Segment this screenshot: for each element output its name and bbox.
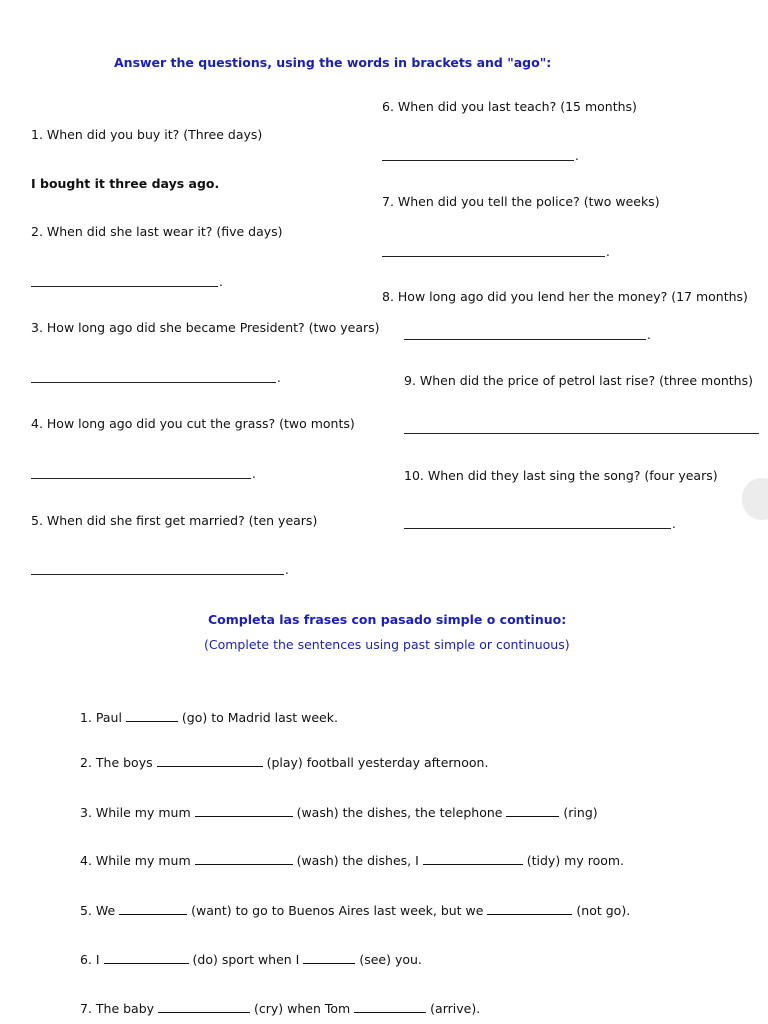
- sentence-text: (cry) when Tom: [250, 1001, 355, 1016]
- sentence-text: 5. We: [80, 903, 120, 918]
- question-6: 6. When did you last teach? (15 months): [382, 99, 637, 114]
- question-8: 8. How long ago did you lend her the money? (17 months): [382, 289, 748, 304]
- answer-line-10[interactable]: [404, 528, 671, 529]
- blank-field[interactable]: [119, 903, 187, 915]
- sentence-2: [80, 755, 488, 770]
- answer-line-3[interactable]: [31, 382, 276, 383]
- blank-field[interactable]: [487, 903, 572, 915]
- answer-period: .: [647, 328, 651, 342]
- answer-period: .: [672, 517, 676, 531]
- blank-field[interactable]: [195, 853, 293, 865]
- blank-field[interactable]: [423, 853, 523, 865]
- sentence-text: 7. The baby: [80, 1001, 159, 1016]
- sentence-1: [80, 710, 338, 725]
- answer-period: .: [277, 371, 281, 385]
- question-2: 2. When did she last wear it? (five days): [31, 224, 283, 239]
- question-7: 7. When did you tell the police? (two weeks): [382, 194, 660, 209]
- answer-period: .: [252, 467, 256, 481]
- sentence-text: (want) to go to Buenos Aires last week, but we: [187, 903, 488, 918]
- sentence-text: (wash) the dishes, the telephone: [292, 805, 507, 820]
- blank-field[interactable]: [126, 710, 178, 722]
- sentence-4: [80, 853, 624, 868]
- sentence-text: (arrive).: [426, 1001, 481, 1016]
- sentence-text: 3. While my mum: [80, 805, 195, 820]
- sentence-5: [80, 903, 630, 918]
- sentence-text: 2. The boys: [80, 755, 157, 770]
- answer-period: .: [285, 563, 289, 577]
- sentence-7: [80, 1001, 480, 1016]
- answer-period: .: [219, 275, 223, 289]
- sentence-text: 6. I: [80, 952, 104, 967]
- answer-line-7[interactable]: [382, 256, 605, 257]
- blank-field[interactable]: [158, 1001, 250, 1013]
- question-5: 5. When did she first get married? (ten years): [31, 513, 318, 528]
- question-9: 9. When did the price of petrol last rise? (three months): [404, 373, 753, 388]
- answer-line-4[interactable]: [31, 478, 251, 479]
- sentence-text: 1. Paul: [80, 710, 126, 725]
- answer-period: .: [575, 149, 579, 163]
- answer-line-8[interactable]: [404, 339, 646, 340]
- exercise2-subtitle: (Complete the sentences using past simple or continuous): [204, 637, 570, 652]
- answer-period: .: [606, 245, 610, 259]
- blank-field[interactable]: [195, 805, 293, 817]
- page-scroll-tab[interactable]: [742, 478, 768, 520]
- sentence-text: (go) to Madrid last week.: [177, 710, 338, 725]
- answer-line-2[interactable]: [31, 286, 218, 287]
- sentence-text: (play) football yesterday afternoon.: [262, 755, 489, 770]
- answer-line-5[interactable]: [31, 574, 284, 575]
- exercise1-title: Answer the questions, using the words in brackets and "ago":: [114, 55, 552, 70]
- sentence-text: (do) sport when I: [188, 952, 304, 967]
- sentence-text: (not go).: [572, 903, 631, 918]
- sentence-text: (tidy) my room.: [522, 853, 625, 868]
- answer-line-9[interactable]: [404, 433, 759, 434]
- question-1: 1. When did you buy it? (Three days): [31, 127, 263, 142]
- sentence-text: 4. While my mum: [80, 853, 195, 868]
- question-4: 4. How long ago did you cut the grass? (two monts): [31, 416, 355, 431]
- blank-field[interactable]: [354, 1001, 426, 1013]
- blank-field[interactable]: [506, 805, 559, 817]
- question-10: 10. When did they last sing the song? (four years): [404, 468, 718, 483]
- example-answer: I bought it three days ago.: [31, 176, 220, 191]
- question-3: 3. How long ago did she became President? (two years): [31, 320, 380, 335]
- sentence-text: (ring): [559, 805, 598, 820]
- sentence-text: (see) you.: [355, 952, 422, 967]
- sentence-3: [80, 805, 598, 820]
- blank-field[interactable]: [157, 755, 263, 767]
- blank-field[interactable]: [303, 952, 355, 964]
- sentence-text: (wash) the dishes, I: [292, 853, 423, 868]
- answer-line-6[interactable]: [382, 160, 574, 161]
- exercise2-title: Completa las frases con pasado simple o continuo:: [208, 612, 567, 627]
- sentence-6: [80, 952, 422, 967]
- blank-field[interactable]: [104, 952, 189, 964]
